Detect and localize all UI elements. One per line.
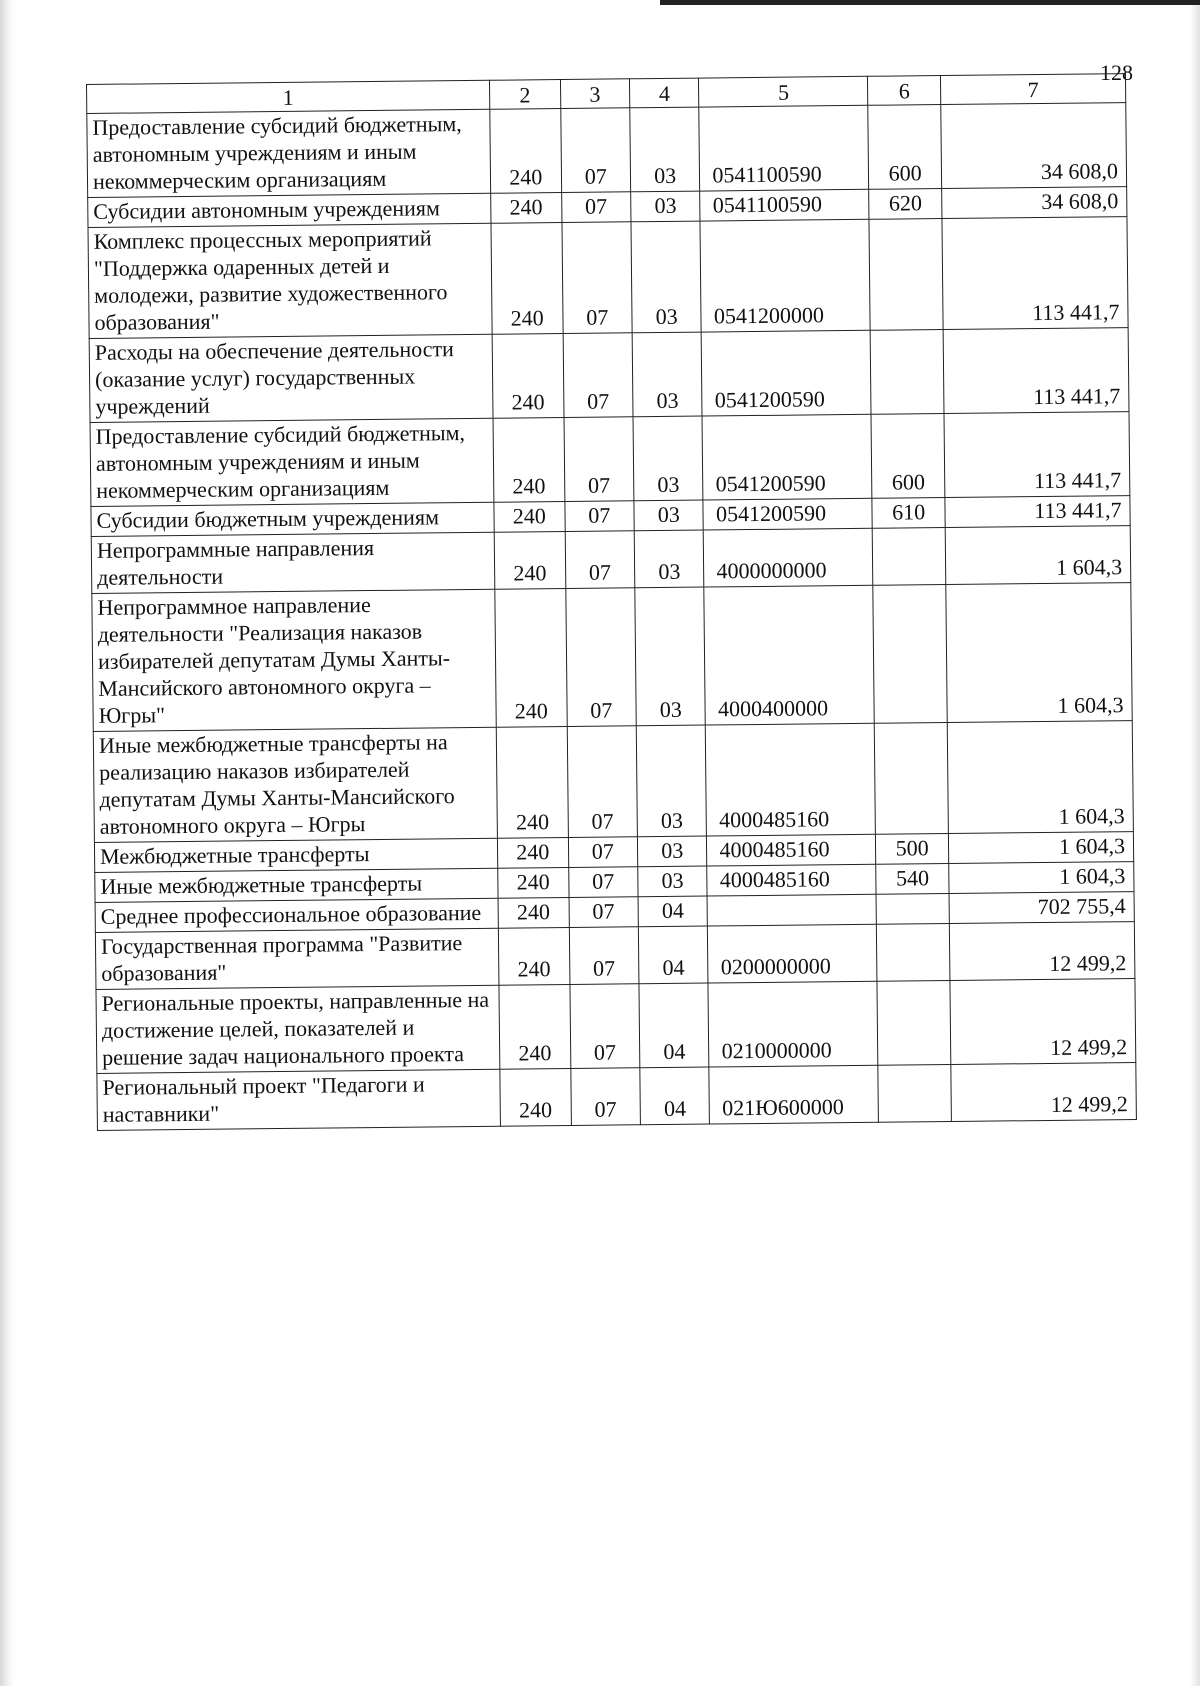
row-sum-cell: 113 441,7: [942, 217, 1128, 330]
table-row: [96, 979, 1136, 1074]
row-sum-cell: 1 604,3: [947, 721, 1133, 834]
row-ved-cell: 240: [498, 927, 569, 985]
row-pr-cell: 03: [630, 107, 700, 192]
row-pr-cell: 03: [635, 587, 706, 726]
row-vr-cell: [878, 1064, 951, 1122]
header-col-7: 7: [940, 74, 1125, 105]
row-vr-cell: [877, 924, 950, 982]
row-vr-cell: [873, 585, 947, 724]
row-vr-cell: 600: [868, 105, 942, 190]
row-rz-cell: 07: [564, 417, 634, 502]
scan-top-bar: [660, 0, 1200, 5]
table-row: [93, 721, 1133, 843]
row-rz-cell: 07: [569, 927, 639, 985]
row-vr-cell: [869, 219, 943, 331]
row-csr-cell: 4000485160: [706, 723, 876, 836]
row-name-cell: Региональные проекты, направленные на достижение целей, показателей и решение задач национального проекта: [96, 985, 500, 1073]
row-vr-cell: 620: [869, 189, 942, 220]
row-sum-cell: 34 608,0: [942, 187, 1127, 219]
row-pr-cell: 03: [631, 221, 702, 333]
header-col-4: 4: [629, 78, 699, 108]
row-pr-cell: 04: [640, 1067, 710, 1125]
row-pr-cell: 03: [632, 332, 702, 417]
row-ved-cell: 240: [498, 897, 569, 928]
header-col-5: 5: [699, 76, 868, 107]
row-csr-cell: 4000000000: [704, 528, 873, 587]
table-row: [90, 412, 1130, 507]
row-csr-cell: 0541100590: [700, 189, 869, 221]
row-rz-cell: 07: [561, 192, 631, 223]
row-name-cell: Иные межбюджетные трансферты: [95, 868, 498, 902]
row-name-cell: Непрограммное направление деятельности "Реализация наказов избирателей депутатам Думы Ханты-Мансийского автономного округа – Югры": [92, 589, 496, 731]
row-csr-cell: 0541200590: [703, 498, 872, 530]
table-row: [92, 583, 1132, 732]
row-csr-cell: 021Ю600000: [709, 1065, 878, 1124]
row-ved-cell: 240: [494, 502, 565, 533]
row-csr-cell: 0200000000: [708, 924, 877, 983]
row-name-cell: Предоставление субсидий бюджетным, автономным учреждениям и иным некоммерческим организациям: [87, 109, 491, 197]
row-name-cell: Непрограммные направления деятельности: [91, 532, 495, 593]
row-pr-cell: 03: [631, 191, 701, 222]
row-csr-cell: 4000485160: [707, 834, 876, 866]
row-csr-cell: 0541200590: [702, 414, 872, 500]
row-ved-cell: 240: [496, 727, 568, 839]
header-col-6: 6: [868, 76, 941, 106]
row-vr-cell: 610: [872, 498, 945, 529]
row-vr-cell: [870, 330, 944, 415]
row-sum-cell: 12 499,2: [951, 1063, 1137, 1122]
row-sum-cell: 1 604,3: [945, 526, 1131, 585]
row-pr-cell: 04: [639, 983, 709, 1068]
row-pr-cell: 03: [633, 416, 703, 501]
scan-left-edge: [0, 0, 14, 1686]
row-rz-cell: 07: [564, 501, 634, 532]
row-rz-cell: 07: [565, 531, 635, 589]
table-row: [89, 328, 1129, 423]
table-row: [88, 217, 1128, 339]
row-ved-cell: 240: [490, 109, 561, 194]
row-ved-cell: 240: [495, 589, 567, 728]
row-name-cell: Государственная программа "Развитие образования": [95, 928, 499, 989]
row-pr-cell: 04: [638, 926, 708, 984]
row-ved-cell: 240: [491, 193, 562, 224]
row-ved-cell: 240: [500, 1068, 571, 1126]
row-rz-cell: 07: [565, 588, 636, 727]
row-name-cell: Субсидии бюджетным учреждениям: [91, 502, 494, 536]
row-pr-cell: 03: [634, 500, 704, 531]
row-csr-cell: [708, 894, 877, 926]
row-vr-cell: [877, 981, 951, 1066]
row-sum-cell: 12 499,2: [950, 979, 1136, 1065]
row-sum-cell: 113 441,7: [945, 496, 1130, 528]
row-pr-cell: 03: [636, 725, 707, 837]
row-ved-cell: 240: [493, 418, 564, 503]
budget-table: [86, 73, 1137, 1131]
row-sum-cell: 12 499,2: [949, 922, 1135, 981]
row-name-cell: Субсидии автономным учреждениям: [88, 193, 491, 227]
row-ved-cell: 240: [498, 867, 569, 898]
row-ved-cell: 240: [492, 334, 563, 419]
row-rz-cell: 07: [569, 897, 639, 928]
row-vr-cell: 500: [876, 834, 949, 865]
row-csr-cell: 0541200000: [700, 219, 870, 332]
row-name-cell: Региональный проект "Педагоги и наставники": [97, 1069, 501, 1130]
row-vr-cell: 540: [876, 864, 949, 895]
row-sum-cell: 113 441,7: [943, 328, 1129, 414]
row-csr-cell: 0210000000: [708, 981, 878, 1067]
table-row: [87, 103, 1127, 198]
row-vr-cell: [875, 723, 949, 835]
row-pr-cell: 04: [638, 896, 708, 927]
row-sum-cell: 1 604,3: [946, 583, 1132, 723]
row-ved-cell: 240: [491, 223, 563, 335]
scan-right-edge: [1190, 0, 1200, 1686]
row-sum-cell: 1 604,3: [948, 832, 1133, 864]
row-rz-cell: 07: [569, 984, 639, 1069]
row-csr-cell: 0541100590: [699, 105, 869, 191]
row-csr-cell: 0541200590: [702, 330, 872, 416]
row-vr-cell: [873, 528, 946, 586]
row-rz-cell: 07: [560, 108, 630, 193]
row-sum-cell: 113 441,7: [944, 412, 1130, 498]
page-number: 128: [1100, 60, 1133, 85]
row-ved-cell: 240: [499, 984, 570, 1069]
table-body: [87, 103, 1137, 1131]
row-pr-cell: 03: [634, 530, 704, 588]
header-col-3: 3: [560, 79, 630, 109]
row-name-cell: Межбюджетные трансферты: [94, 838, 497, 872]
row-name-cell: Комплекс процессных мероприятий "Поддержка одаренных детей и молодежи, развитие художественного образования": [88, 223, 492, 338]
row-name-cell: Расходы на обеспечение деятельности (оказание услуг) государственных учреждений: [89, 334, 493, 422]
row-sum-cell: 702 755,4: [949, 892, 1134, 924]
row-rz-cell: 07: [568, 837, 638, 868]
row-name-cell: Предоставление субсидий бюджетным, автономным учреждениям и иным некоммерческим организациям: [90, 418, 494, 506]
header-col-2: 2: [489, 80, 560, 110]
row-name-cell: Иные межбюджетные трансферты на реализацию наказов избирателей депутатам Думы Ханты-Мансийского автономного округа – Югры: [93, 727, 497, 842]
row-sum-cell: 1 604,3: [949, 862, 1134, 894]
row-pr-cell: 03: [637, 836, 707, 867]
row-rz-cell: 07: [562, 222, 633, 334]
row-rz-cell: 07: [563, 333, 633, 418]
row-pr-cell: 03: [638, 866, 708, 897]
header-col-1: 1: [87, 80, 490, 113]
row-csr-cell: 4000485160: [707, 864, 876, 896]
row-csr-cell: 4000400000: [704, 585, 874, 725]
row-rz-cell: 07: [568, 867, 638, 898]
row-vr-cell: 600: [871, 414, 945, 499]
row-ved-cell: 240: [497, 837, 568, 868]
table-row: [97, 1063, 1137, 1131]
row-sum-cell: 34 608,0: [941, 103, 1127, 189]
row-rz-cell: 07: [570, 1068, 640, 1126]
row-vr-cell: [876, 894, 949, 925]
row-ved-cell: 240: [494, 532, 565, 590]
row-name-cell: Среднее профессиональное образование: [95, 898, 498, 932]
row-rz-cell: 07: [567, 726, 638, 838]
